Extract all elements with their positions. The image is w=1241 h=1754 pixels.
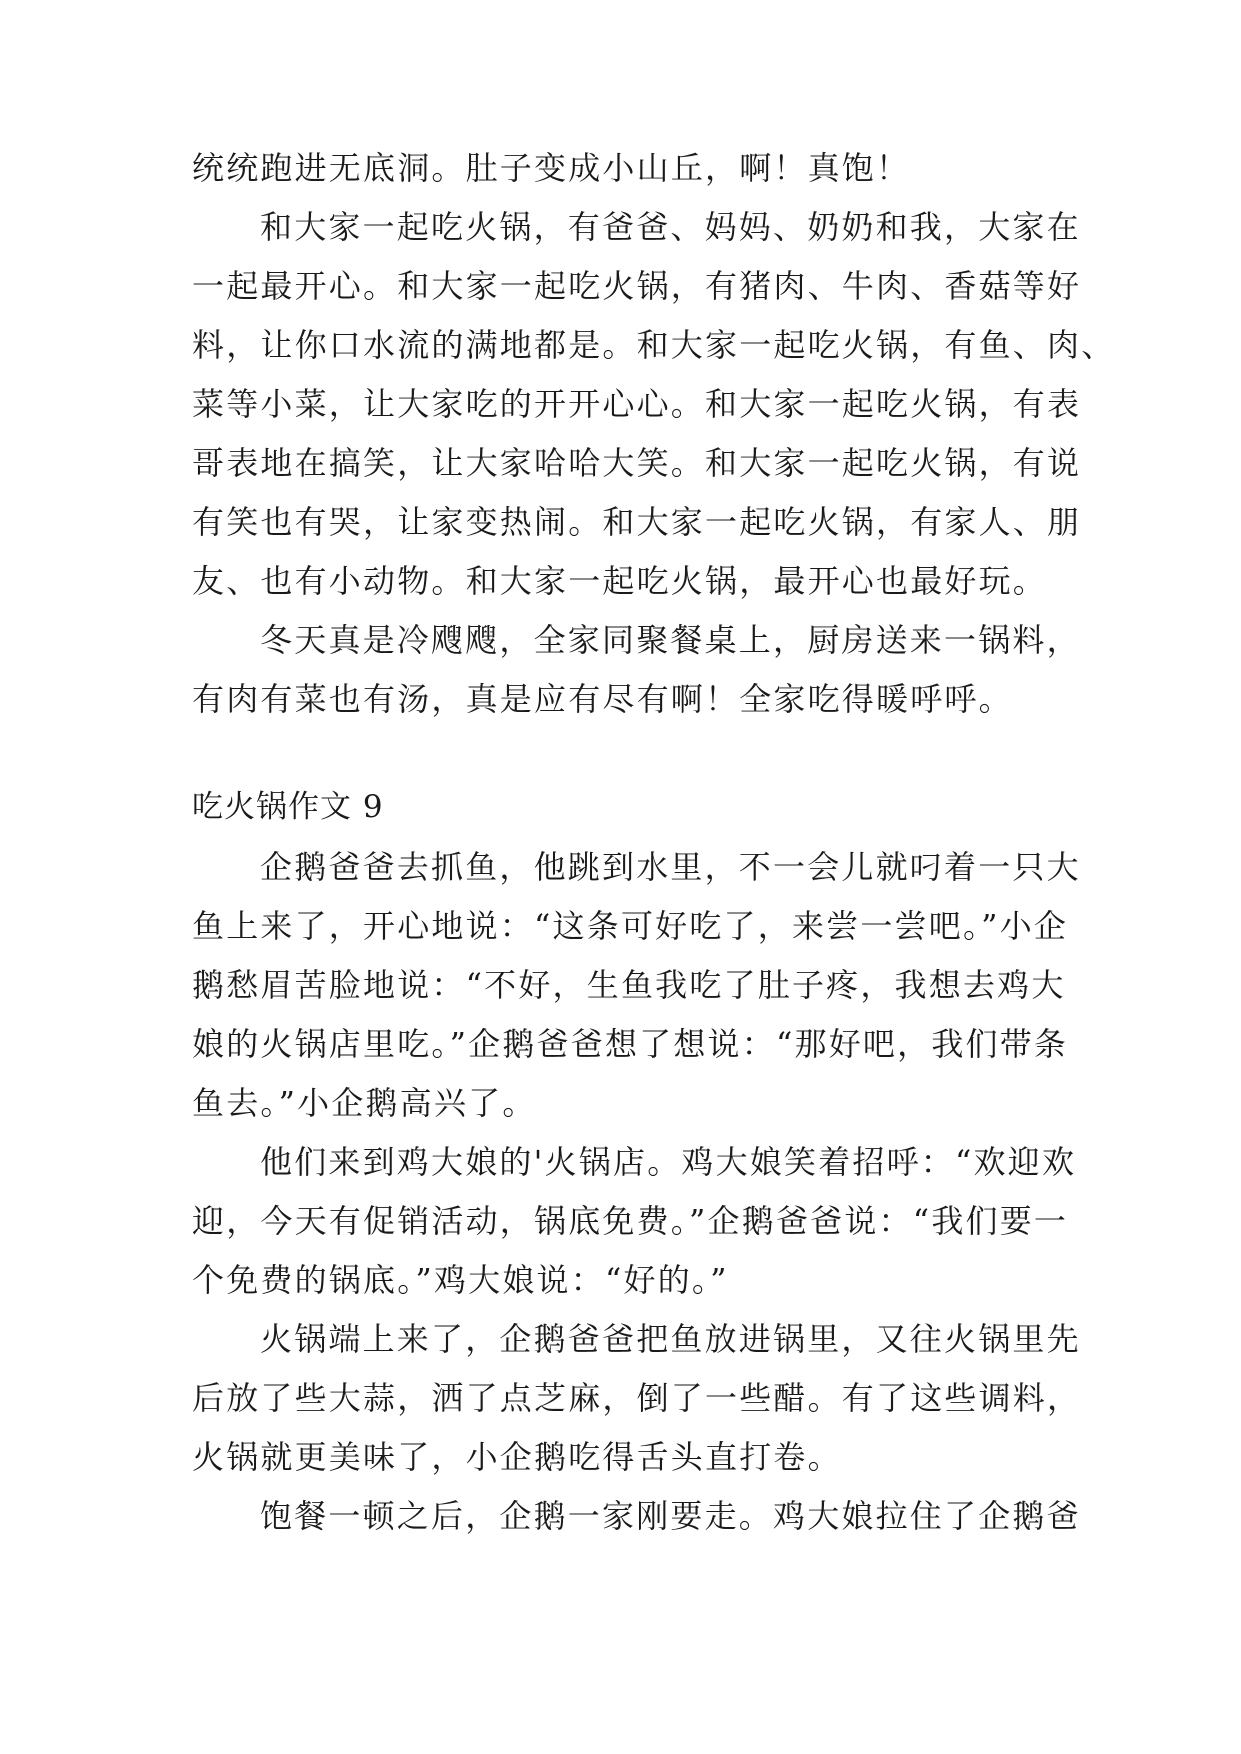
text-line: 友、也有小动物。和大家一起吃火锅，最开心也最好玩。 <box>192 562 1048 600</box>
text-line: 后放了些大蒜，洒了点芝麻，倒了一些醋。有了这些调料， <box>192 1379 1082 1417</box>
text-line: 有笑也有哭，让家变热闹。和大家一起吃火锅，有家人、朋 <box>192 503 1082 541</box>
text-line: 统统跑进无底洞。肚子变成小山丘，啊！真饱！ <box>192 149 911 187</box>
text-line: 一起最开心。和大家一起吃火锅，有猪肉、牛肉、香菇等好 <box>192 267 1082 305</box>
text-line: 鱼去。”小企鹅高兴了。 <box>192 1084 537 1122</box>
paragraph-start-line: 饱餐一顿之后，企鹅一家刚要走。鸡大娘拉住了企鹅爸 <box>260 1497 1081 1535</box>
text-line: 哥表地在搞笑，让大家哈哈大笑。和大家一起吃火锅，有说 <box>192 444 1082 482</box>
text-line: 鹅愁眉苦脸地说：“不好，生鱼我吃了肚子疼，我想去鸡大 <box>192 966 1066 1004</box>
text-line: 菜等小菜，让大家吃的开开心心。和大家一起吃火锅，有表 <box>192 385 1082 423</box>
paragraph-start-line: 和大家一起吃火锅，有爸爸、妈妈、奶奶和我，大家在 <box>260 208 1081 246</box>
paragraph-start-line: 他们来到鸡大娘的'火锅店。鸡大娘笑着招呼：“欢迎欢 <box>260 1143 1077 1181</box>
text-line: 火锅就更美味了，小企鹅吃得舌头直打卷。 <box>192 1438 842 1476</box>
section-heading <box>192 778 1054 837</box>
section-title: 吃火锅作文 9 <box>192 789 384 825</box>
paragraph-start-line: 火锅端上来了，企鹅爸爸把鱼放进锅里，又往火锅里先 <box>260 1320 1081 1358</box>
text-line: 迎，今天有促销活动，锅底免费。”企鹅爸爸说：“我们要一 <box>192 1202 1069 1240</box>
paragraph-start-line: 企鹅爸爸去抓鱼，他跳到水里，不一会儿就叼着一只大 <box>260 848 1081 886</box>
text-line: 鱼上来了，开心地说：“这条可好吃了，来尝一尝吧。”小企 <box>192 907 1069 945</box>
text-line: 个免费的锅底。”鸡大娘说：“好的。” <box>192 1261 729 1299</box>
text-line: 娘的火锅店里吃。”企鹅爸爸想了想说：“那好吧，我们带条 <box>192 1025 1069 1063</box>
essay-text-block-2 <box>192 838 1082 1546</box>
paragraph-start-line: 冬天真是冷飕飕，全家同聚餐桌上，厨房送来一锅料， <box>260 621 1081 659</box>
essay-text-block-1 <box>192 139 1116 729</box>
text-line: 料，让你口水流的满地都是。和大家一起吃火锅，有鱼、肉、 <box>192 326 1116 364</box>
text-line: 有肉有菜也有汤，真是应有尽有啊！全家吃得暖呼呼。 <box>192 680 1013 718</box>
